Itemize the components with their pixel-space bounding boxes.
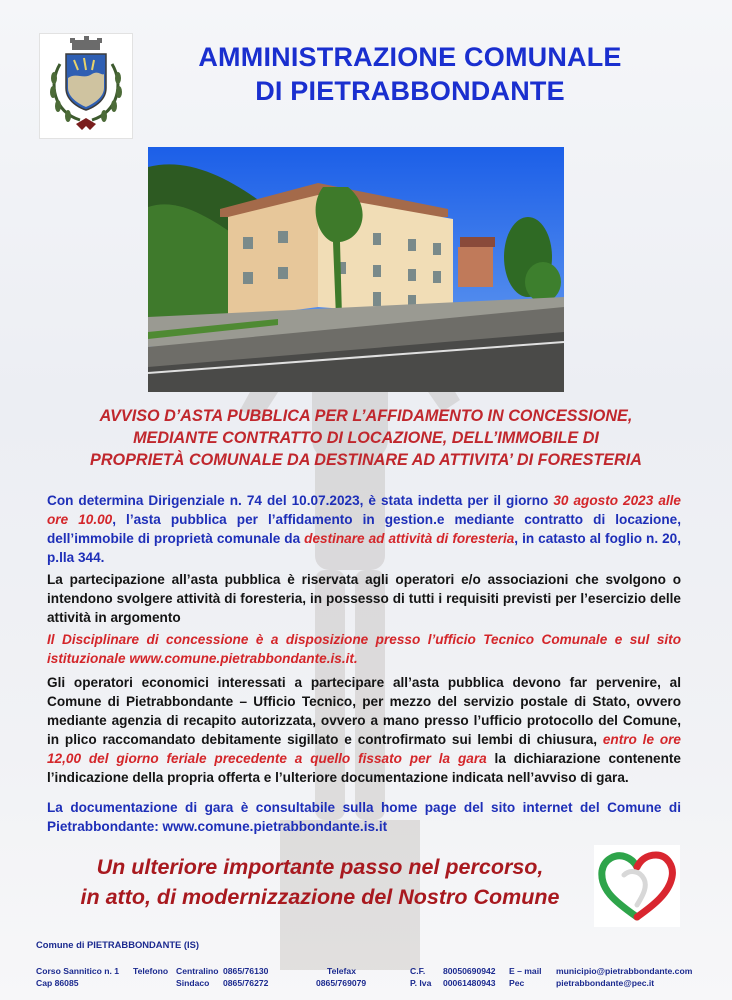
footer-cap: Cap 86085 (36, 978, 79, 988)
footer-pec-label: Pec (509, 978, 525, 988)
footer-centralino: 0865/76130 (223, 966, 269, 976)
paragraph-determina (47, 491, 681, 567)
footer-address: Corso Sannitico n. 1 (36, 966, 120, 976)
slogan (40, 852, 600, 912)
footer-email: municipio@pietrabbondante.com (556, 966, 693, 976)
p4-text-a: Gli operatori economici interessati a partecipare all’asta pubblica devono far pervenire, al Comune di Pietrabbondante – Ufficio Tecnico, per mezzo del servizio postale di Stato, ovvero mediante agenzia di recapito autorizzata, ovvero a mano presso l’ufficio protocollo del Comune, in plico raccomandato debitamente sigillato e controfirmato sui lembi di chiusura, (47, 675, 681, 747)
footer-sindaco-label: Sindaco (176, 978, 210, 988)
paragraph-participation: La partecipazione all’asta pubblica è riservata agli operatori e/o associazioni che svolgono o intendono svolgere attività di foresteria, in possesso di tutti i requisiti previsti per l’esercizio delle attività in argomento (47, 572, 681, 625)
heading-line-2: MEDIANTE CONTRATTO DI LOCAZIONE, DELL’IMMOBILE DI (133, 429, 599, 447)
title-line-1: AMMINISTRAZIONE COMUNALE (198, 42, 622, 72)
p1-text-e: , in catasto al foglio n. 20, p.lla 344. (47, 531, 682, 565)
p1-date-highlight: 30 agosto 2023 alle ore 10.00 (47, 493, 681, 527)
title-line-2: DI PIETRABBONDANTE (255, 76, 565, 106)
footer-sindaco: 0865/76272 (223, 978, 269, 988)
page-title (140, 40, 680, 108)
footer-piva-label: P. Iva (410, 978, 432, 988)
heading-line-3: PROPRIETÀ COMUNALE DA DESTINARE AD ATTIVITA’ DI FORESTERIA (90, 451, 642, 469)
notice-heading (40, 405, 692, 471)
tricolor-heart-icon (594, 845, 680, 927)
p1-purpose-highlight: destinare ad attività di foresteria (304, 531, 515, 546)
footer-telefono-label: Telefono (133, 966, 169, 976)
municipal-crest-logo (39, 33, 133, 139)
footer-org-name: Comune di PIETRABBONDANTE (IS) (36, 939, 200, 950)
footer-telefax-label: Telefax (327, 966, 356, 976)
p1-text-c: , l’asta pubblica per l’affidamento in gestion.e mediante contratto di locazione, dell’immobile di proprietà comunale da (47, 512, 681, 546)
heading-line-1: AVVISO D’ASTA PUBBLICA PER L’AFFIDAMENTO IN CONCESSIONE, (99, 407, 633, 425)
footer-centralino-label: Centralino (176, 966, 219, 976)
footer-pec: pietrabbondante@pec.it (556, 978, 655, 988)
building-photo (148, 147, 564, 392)
p1-text-a: Con determina Dirigenziale n. 74 del 10.07.2023, è stata indetta per il giorno (47, 493, 554, 508)
paragraph-disciplinare: Il Disciplinare di concessione è a disposizione presso l’ufficio Tecnico Comunale e sul sito istituzionale www.comune.pietrabbondante.is.it. (47, 632, 681, 666)
paragraph-submission (47, 673, 681, 787)
p4-deadline-highlight: entro le ore 12,00 del giorno feriale precedente a quello fissato per la gara (47, 732, 681, 766)
slogan-line-2: in atto, di modernizzazione del Nostro Comune (80, 885, 560, 909)
footer-telefax: 0865/769079 (316, 978, 367, 988)
footer-cf: 80050690942 (443, 966, 496, 976)
slogan-line-1: Un ulteriore importante passo nel percorso, (96, 855, 544, 879)
footer-cf-label: C.F. (410, 966, 426, 976)
footer-piva: 00061480943 (443, 978, 496, 988)
footer-email-label: E – mail (509, 966, 542, 976)
p4-text-c: la dichiarazione contenente l’indicazione della propria offerta e l’ulteriore documentazione indicata nell’avviso di gara. (47, 751, 681, 785)
paragraph-documentation: La documentazione di gara è consultabile sulla home page del sito internet del Comune di Pietrabbondante: www.comune.pietrabbondante.is.it (47, 800, 681, 834)
footer (0, 934, 732, 1000)
